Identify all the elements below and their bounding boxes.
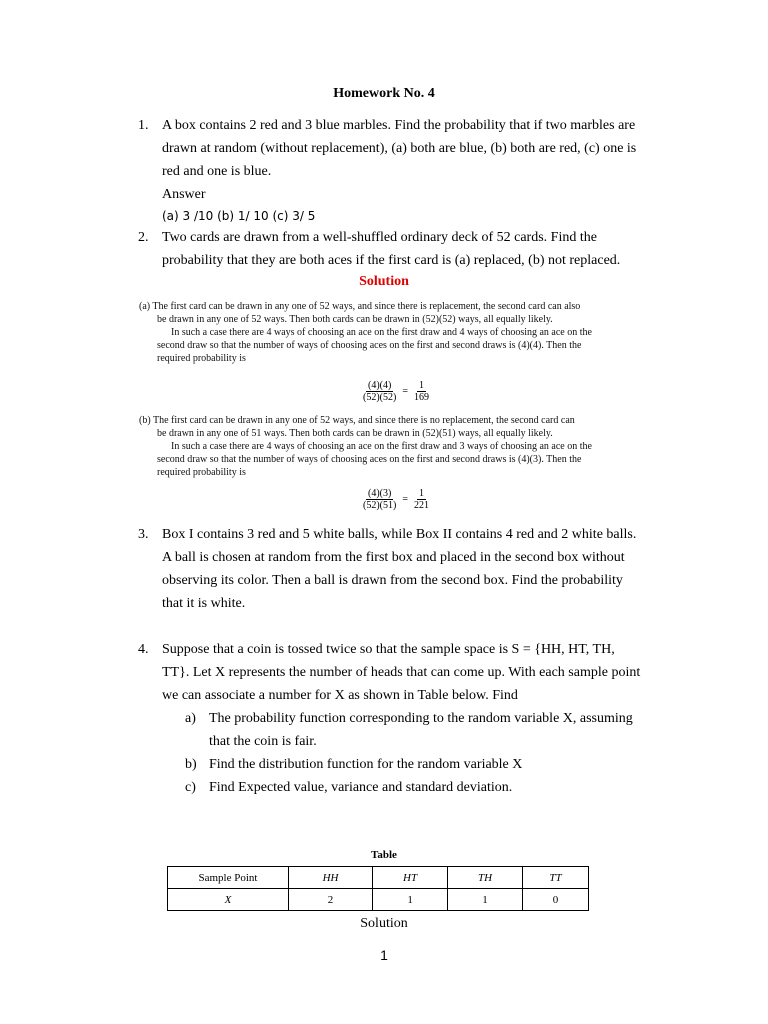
sample-table [167,866,589,911]
frac-a-den: (52)(52) [363,392,397,403]
q2-line: probability that they are both aces if the first card is (a) replaced, (b) not replaced. [162,253,621,268]
subitem-c-text: Find Expected value, variance and standard deviation. [209,780,513,795]
q2-line: Two cards are drawn from a well-shuffled ordinary deck of 52 cards. Find the [162,230,597,245]
part-b-line: In such a case there are 4 ways of choosing an ace on the first draw and 3 ways of choosing an ace on the [171,441,592,452]
table-header-cell: TH [448,867,523,889]
subitem-a-line: that the coin is fair. [209,734,317,749]
subitem-b-label: b) [185,757,197,772]
q3-text [162,523,651,615]
subitem-a-line: The probability function corresponding to the random variable X, assuming [209,711,633,726]
part-a-line: second draw so that the number of ways of choosing aces on the first and second draws is (4)(4). Then the [157,340,582,351]
fraction-a [361,380,431,403]
q3-line: that it is white. [162,596,246,611]
q2-text [162,226,651,272]
part-b-line: required probability is [157,467,246,478]
frac-b-rden: 221 [413,500,429,511]
table-title: Table [371,849,397,861]
table-row [168,889,589,911]
q1-line: drawn at random (without replacement), (a) both are blue, (b) both are red, (c) one is [162,141,637,156]
table-cell: 1 [373,889,448,911]
table-header-cell: Sample Point [168,867,289,889]
q2-number: 2. [138,230,149,245]
subitem-a-label: a) [185,711,196,726]
part-b-line: (b) The first card can be drawn in any one of 52 ways, and since there is no replacement, the second card can [139,415,575,426]
subitem-c-label: c) [185,780,196,795]
part-a-line: (a) The first card can be drawn in any one of 52 ways, and since there is replacement, the second card can also [139,301,581,312]
part-a-line: be drawn in any one of 52 ways. Then both cards can be drawn in (52)(52) ways, all equally likely. [157,314,553,325]
solution-part-a [139,300,649,365]
q1-number: 1. [138,118,149,133]
q1-answer-label: Answer [162,187,206,202]
part-a-line: required probability is [157,353,246,364]
table-header-cell: HT [373,867,448,889]
fraction-b [361,488,431,511]
q3-line: A ball is chosen at random from the first box and placed in the second box without [162,550,625,565]
frac-b-den: (52)(51) [363,500,397,511]
table-header-cell: TT [523,867,589,889]
q3-line: Box I contains 3 red and 5 white balls, while Box II contains 4 red and 2 white balls. [162,527,637,542]
part-b-line: be drawn in any one of 51 ways. Then both cards can be drawn in (52)(51) ways, all equally likely. [157,428,553,439]
solution-label: Solution [360,916,408,931]
page-number: 1 [380,947,388,963]
frac-a-rnum: 1 [418,380,424,391]
q4-number: 4. [138,642,149,657]
solution-part-b [139,414,649,479]
subitem-b-text: Find the distribution function for the random variable X [209,757,523,772]
frac-a-rden: 169 [413,392,429,403]
q3-line: observing its color. Then a ball is drawn from the second box. Find the probability [162,573,623,588]
q1-line: red and one is blue. [162,164,272,179]
table-cell: 0 [523,889,589,911]
frac-b-eq: = [402,494,408,505]
q4-line: we can associate a number for X as shown in Table below. Find [162,688,518,703]
q1-text [162,114,651,183]
frac-b-num: (4)(3) [368,488,392,499]
subitem-a-text [209,707,651,753]
part-a-line: In such a case there are 4 ways of choosing an ace on the first draw and 4 ways of choosing an ace on the [171,327,592,338]
q3-number: 3. [138,527,149,542]
table-header-row [168,867,589,889]
q1-answer-text: (a) 3 /10 (b) 1/ 10 (c) 3/ 5 [162,209,316,223]
table-header-cell: HH [289,867,373,889]
frac-a-eq: = [402,386,408,397]
frac-b-rnum: 1 [418,488,424,499]
q4-line: Suppose that a coin is tossed twice so that the sample space is S = {HH, HT, TH, [162,642,615,657]
table-cell: X [168,889,289,911]
part-b-line: second draw so that the number of ways of choosing aces on the first and second draws is (4)(3). Then the [157,454,582,465]
table-cell: 2 [289,889,373,911]
q4-text [162,638,651,707]
q1-line: A box contains 2 red and 3 blue marbles. Find the probability that if two marbles are [162,118,636,133]
q4-line: TT}. Let X represents the number of heads that can come up. With each sample point [162,665,641,680]
solution-heading: Solution [359,274,409,289]
table-cell: 1 [448,889,523,911]
frac-a-num: (4)(4) [368,380,392,391]
page-title: Homework No. 4 [333,86,435,101]
